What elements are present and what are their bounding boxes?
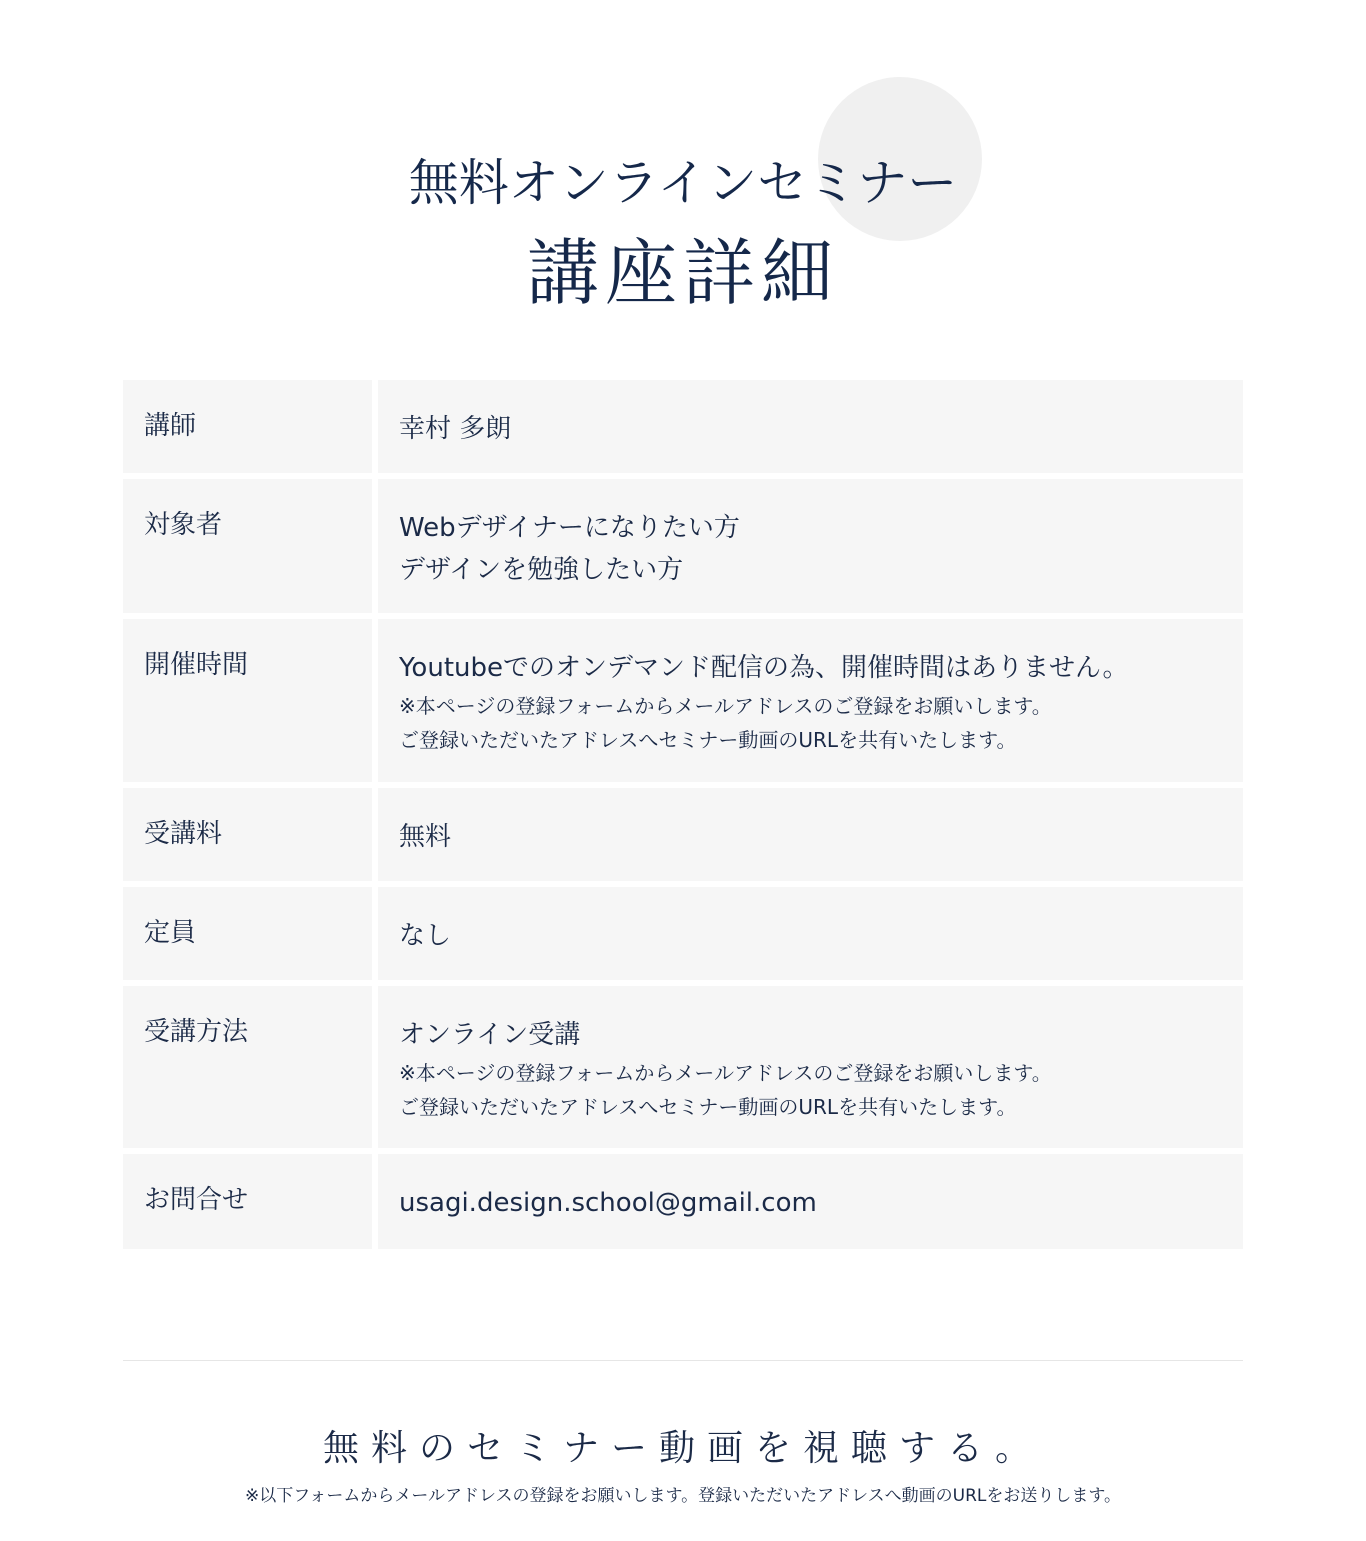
- method-note-1: ※本ページの登録フォームからメールアドレスのご登録をお願いします。: [399, 1061, 1052, 1085]
- method-text: オンライン受講: [399, 1020, 581, 1050]
- detail-row-target: [123, 479, 1243, 613]
- course-details-table: [123, 380, 1243, 1255]
- detail-value: [378, 887, 1243, 980]
- section-title: 講座詳細: [526, 231, 839, 315]
- detail-row-contact: [123, 1154, 1243, 1249]
- schedule-text: Youtubeでのオンデマンド配信の為、開催時間はありません。: [399, 653, 1129, 683]
- detail-value: [378, 619, 1243, 782]
- target-line-2: デザインを勉強したい方: [399, 555, 684, 585]
- detail-label: 受講方法: [123, 986, 372, 1148]
- detail-label: 開催時間: [123, 619, 372, 782]
- detail-label: 定員: [123, 887, 372, 980]
- detail-value: [378, 986, 1243, 1148]
- instructor-name: 幸村 多朗: [399, 414, 512, 444]
- cta-heading: 無料のセミナー動画を視聴する。: [322, 1428, 1043, 1469]
- detail-value: [378, 380, 1243, 473]
- method-note-2: ご登録いただいたアドレスへセミナー動画のURLを共有いたします。: [399, 1095, 1017, 1119]
- target-line-1: Webデザイナーになりたい方: [399, 513, 740, 543]
- detail-label: 講師: [123, 380, 372, 473]
- capacity-text: なし: [399, 921, 452, 951]
- detail-row-method: [123, 986, 1243, 1148]
- detail-label: 受講料: [123, 788, 372, 881]
- detail-row-instructor: [123, 380, 1243, 473]
- detail-row-capacity: [123, 887, 1243, 980]
- schedule-note-1: ※本ページの登録フォームからメールアドレスのご登録をお願いします。: [399, 694, 1052, 718]
- fee-text: 無料: [399, 822, 452, 852]
- schedule-note-2: ご登録いただいたアドレスへセミナー動画のURLを共有いたします。: [399, 728, 1017, 752]
- detail-value: [378, 1154, 1243, 1249]
- detail-value: [378, 479, 1243, 613]
- cta-note: ※以下フォームからメールアドレスの登録をお願いします。登録いただいたアドレスへ動画のURLをお送りします。: [244, 1486, 1122, 1506]
- detail-row-fee: [123, 788, 1243, 881]
- detail-value: [378, 788, 1243, 881]
- section-divider: [123, 1360, 1243, 1361]
- contact-email: usagi.design.school@gmail.com: [399, 1188, 817, 1218]
- detail-row-schedule: [123, 619, 1243, 782]
- detail-label: お問合せ: [123, 1154, 372, 1249]
- detail-label: 対象者: [123, 479, 372, 613]
- section-subtitle: 無料オンラインセミナー: [408, 154, 958, 212]
